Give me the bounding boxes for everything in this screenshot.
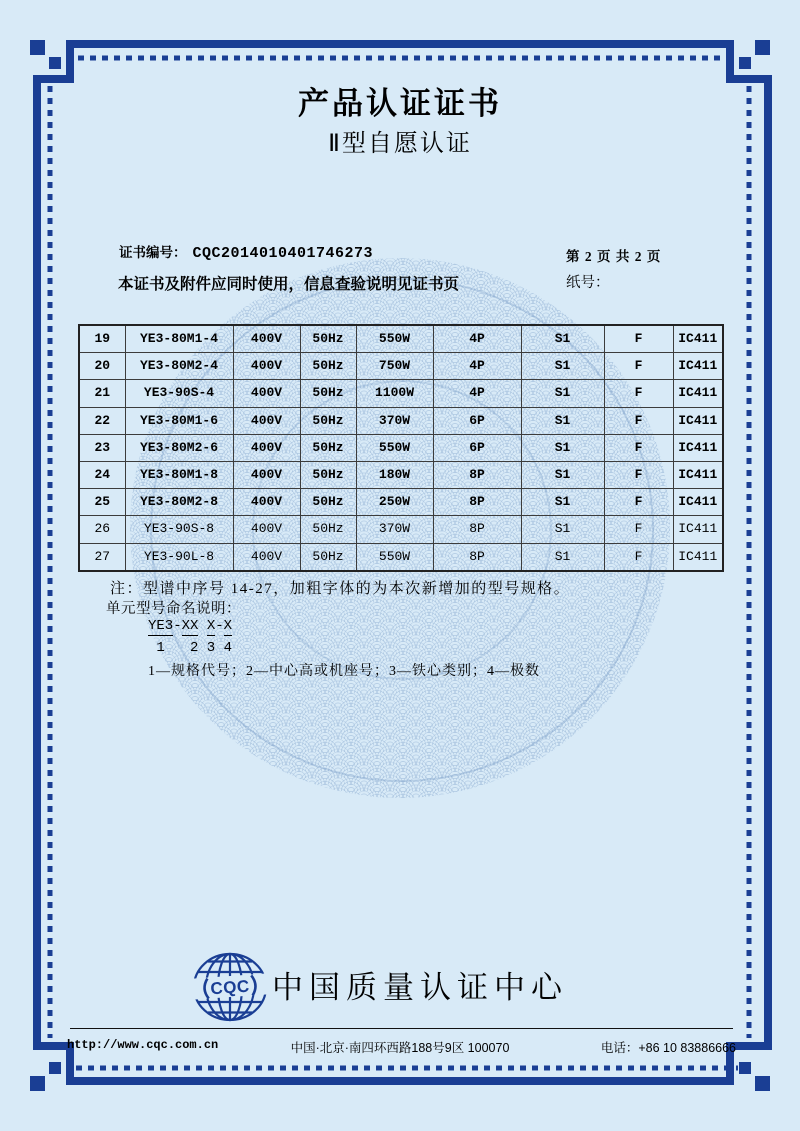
- corner-square: [49, 1062, 61, 1074]
- table-cell: F: [604, 461, 673, 488]
- table-cell: S1: [521, 489, 604, 516]
- table-cell: 180W: [356, 461, 433, 488]
- spec-table-body: [79, 325, 723, 571]
- table-cell: F: [604, 489, 673, 516]
- certificate-number-line: [119, 241, 373, 262]
- table-cell: S1: [521, 380, 604, 407]
- footer-url: http://www.cqc.com.cn: [67, 1038, 219, 1052]
- table-cell: 8P: [433, 516, 521, 543]
- table-cell: IC411: [673, 380, 723, 407]
- certificate-subtitle: Ⅱ型自愿认证: [328, 130, 472, 157]
- table-cell: F: [604, 434, 673, 461]
- table-cell: 23: [79, 434, 125, 461]
- table-cell: 50Hz: [300, 353, 356, 380]
- table-cell: 370W: [356, 407, 433, 434]
- model-segment-underlined: XX: [181, 618, 199, 634]
- table-cell: IC411: [673, 516, 723, 543]
- table-cell: 550W: [356, 325, 433, 353]
- table-cell: S1: [521, 461, 604, 488]
- table-cell: 50Hz: [300, 516, 356, 543]
- model-segment: -: [215, 618, 224, 634]
- certificate-title: 产品认证证书: [298, 86, 502, 121]
- table-cell: 25: [79, 489, 125, 516]
- table-cell: YE3-90S-8: [125, 516, 233, 543]
- corner-square: [755, 1076, 770, 1091]
- table-cell: YE3-80M1-4: [125, 325, 233, 353]
- naming-legend: 1—规格代号；2—中心高或机座号；3—铁心类别；4—极数: [148, 664, 540, 679]
- table-cell: 50Hz: [300, 380, 356, 407]
- table-row: [79, 516, 723, 543]
- footer-divider: [70, 1028, 733, 1029]
- table-cell: 20: [79, 353, 125, 380]
- model-segment-underlined: X: [223, 618, 233, 634]
- table-cell: 400V: [233, 325, 300, 353]
- table-row: [79, 325, 723, 353]
- table-cell: 400V: [233, 516, 300, 543]
- table-cell: 50Hz: [300, 489, 356, 516]
- cqc-logo-text: CQC: [209, 976, 251, 999]
- table-cell: 6P: [433, 434, 521, 461]
- table-cell: 26: [79, 516, 125, 543]
- table-row: [79, 380, 723, 407]
- table-cell: 50Hz: [300, 434, 356, 461]
- table-cell: 400V: [233, 434, 300, 461]
- table-cell: 22: [79, 407, 125, 434]
- table-cell: 400V: [233, 407, 300, 434]
- table-cell: 400V: [233, 489, 300, 516]
- footer-address: 中国·北京·南四环西路188号9区 100070: [290, 1041, 510, 1055]
- table-cell: 400V: [233, 461, 300, 488]
- organization-name: 中国质量认证中心: [272, 970, 568, 1005]
- table-cell: 400V: [233, 543, 300, 571]
- corner-square: [30, 1076, 45, 1091]
- table-cell: IC411: [673, 434, 723, 461]
- page-indicator: 第 2 页 共 2 页: [566, 249, 662, 264]
- cqc-globe-logo-icon: [191, 951, 269, 1023]
- table-row: [79, 461, 723, 488]
- table-cell: F: [604, 543, 673, 571]
- naming-note: 单元型号命名说明：: [106, 601, 241, 617]
- table-cell: YE3-90L-8: [125, 543, 233, 571]
- table-cell: IC411: [673, 461, 723, 488]
- certificate-number-value: CQC2014010401746273: [192, 245, 374, 262]
- table-cell: 6P: [433, 407, 521, 434]
- table-cell: 50Hz: [300, 325, 356, 353]
- paper-number-label: 纸号：: [566, 275, 610, 291]
- table-cell: 550W: [356, 434, 433, 461]
- corner-square: [30, 40, 45, 55]
- table-cell: 50Hz: [300, 543, 356, 571]
- table-cell: YE3-90S-4: [125, 380, 233, 407]
- table-cell: 19: [79, 325, 125, 353]
- table-cell: YE3-80M1-6: [125, 407, 233, 434]
- model-naming-diagram: [148, 618, 232, 634]
- table-cell: 4P: [433, 380, 521, 407]
- table-cell: S1: [521, 407, 604, 434]
- corner-square: [755, 40, 770, 55]
- table-cell: 8P: [433, 543, 521, 571]
- model-naming-numbers: 1 2 3 4: [148, 640, 233, 656]
- table-cell: IC411: [673, 407, 723, 434]
- table-cell: 400V: [233, 380, 300, 407]
- table-row: [79, 489, 723, 516]
- table-cell: F: [604, 516, 673, 543]
- table-cell: 400V: [233, 353, 300, 380]
- table-cell: F: [604, 407, 673, 434]
- table-cell: 4P: [433, 325, 521, 353]
- table-row: [79, 543, 723, 571]
- model-segment-underlined: X: [206, 618, 216, 634]
- model-segment: -: [173, 618, 182, 634]
- table-cell: YE3-80M2-8: [125, 489, 233, 516]
- table-cell: IC411: [673, 543, 723, 571]
- table-cell: YE3-80M2-4: [125, 353, 233, 380]
- table-cell: 750W: [356, 353, 433, 380]
- table-cell: 550W: [356, 543, 433, 571]
- table-note: 注：型谱中序号 14-27，加粗字体的为本次新增加的型号规格。: [110, 581, 571, 597]
- cqc-logo-band: [191, 973, 269, 1000]
- corner-square: [49, 57, 61, 69]
- corner-square: [739, 1062, 751, 1074]
- table-cell: IC411: [673, 489, 723, 516]
- corner-square: [739, 57, 751, 69]
- table-cell: YE3-80M1-8: [125, 461, 233, 488]
- table-cell: 8P: [433, 489, 521, 516]
- table-cell: S1: [521, 353, 604, 380]
- table-cell: 1100W: [356, 380, 433, 407]
- table-cell: 50Hz: [300, 461, 356, 488]
- table-cell: S1: [521, 434, 604, 461]
- table-cell: S1: [521, 516, 604, 543]
- table-cell: S1: [521, 325, 604, 353]
- table-cell: F: [604, 325, 673, 353]
- spec-table: [78, 324, 724, 572]
- table-cell: IC411: [673, 353, 723, 380]
- usage-note: 本证书及附件应同时使用，信息查验说明见证书页: [118, 276, 460, 293]
- table-cell: 8P: [433, 461, 521, 488]
- table-row: [79, 434, 723, 461]
- table-cell: 50Hz: [300, 407, 356, 434]
- model-segment: [198, 618, 206, 634]
- model-segment-underlined: YE3: [148, 618, 174, 634]
- certificate-number-label: 证书编号：: [119, 245, 187, 260]
- table-cell: 21: [79, 380, 125, 407]
- table-cell: F: [604, 353, 673, 380]
- table-cell: F: [604, 380, 673, 407]
- footer-phone: 电话：+86 10 83886666: [600, 1041, 736, 1055]
- table-row: [79, 353, 723, 380]
- table-cell: IC411: [673, 325, 723, 353]
- table-cell: 250W: [356, 489, 433, 516]
- table-row: [79, 407, 723, 434]
- table-cell: YE3-80M2-6: [125, 434, 233, 461]
- table-cell: 4P: [433, 353, 521, 380]
- table-cell: 370W: [356, 516, 433, 543]
- table-cell: S1: [521, 543, 604, 571]
- table-cell: 27: [79, 543, 125, 571]
- table-cell: 24: [79, 461, 125, 488]
